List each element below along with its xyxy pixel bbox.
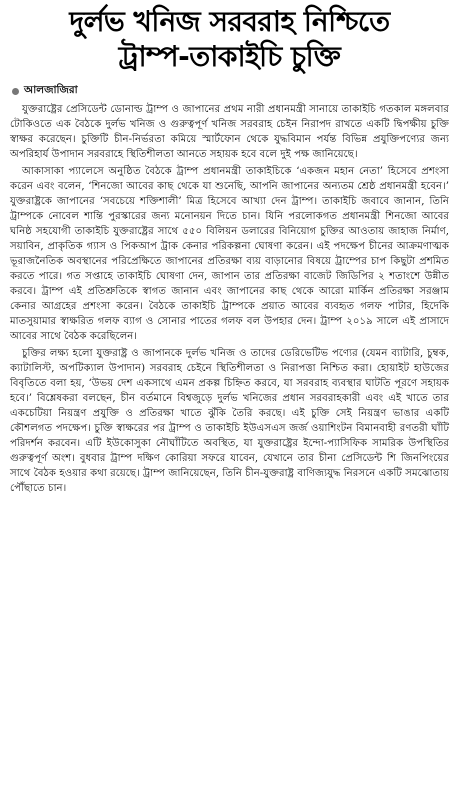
article-headline	[10, 6, 449, 73]
article-body	[10, 102, 449, 496]
paragraph-3: চুক্তির লক্ষ্য হলো যুক্তরাষ্ট্র ও জাপানকে দুর্লভ খনিজ ও তাদের ডেরিভেটিভ পণ্যের (যেমন ব্যাটারি, চুম্বক, ক্যাটালিস্ট, অপটিক্যাল উপাদান) সরবরাহ চেইনে স্থিতিশীলতা ও নিরাপত্তা নিশ্চিত করা। হোয়াইট হাউজের বিবৃতিতে বলা হয়, ‘উভয় দেশ একসাথে এমন প্রকল্প চিহ্নিত করবে, যা সরবরাহ ব্যবস্থার ঘাটতি পূরণে সহায়ক হবে।’ বিশ্লেষকরা বলছেন, চীন বর্তমানে বিশ্বজুড়ে দুর্লভ খনিজের প্রধান সরবরাহকারী এবং এই খাতে তার একচেটিয়া নিয়ন্ত্রণ প্রযুক্তি ও প্রতিরক্ষা খাতে ঝুঁকি তৈরি করছে। এই চুক্তি সেই নিয়ন্ত্রণ ভাঙার একটি কৌশলগত পদক্ষেপ। চুক্তি স্বাক্ষরের পর ট্রাম্প ও তাকাইচি ইউএসএস জর্জ ওয়াশিংটন বিমানবাহী রণতরী ঘাঁটি পরিদর্শন করবেন। এটি ইউকোসুকা নৌঘাঁটিতে অবস্থিত, যা যুক্তরাষ্ট্রের ইন্দো-প্যাসিফিক সামরিক উপস্থিতির গুরুত্বপূর্ণ অংশ। বুধবার ট্রাম্প দক্ষিণ কোরিয়া সফরে যাবেন, যেখানে তার চীনা প্রেসিডেন্ট শি জিনপিংয়ের সাথে বৈঠক হওয়ার কথা রয়েছে। ট্রাম্প জানিয়েছেন, তিনি চীন-যুক্তরাষ্ট্র বাণিজ্যযুদ্ধ নিরসনে একটি সমঝোতায় পৌঁছাতে চান।	[10, 347, 450, 494]
paragraph-2: আকাসাকা প্যালেসে অনুষ্ঠিত বৈঠকে ট্রাম্প প্রধানমন্ত্রী তাকাইচিকে ‘একজন মহান নেতা’ হিসেবে প্রশংসা করেন এবং বলেন, ‘শিনজো আবের কাছ থেকে যা শুনেছি, আপনি জাপানের অন্যতম শ্রেষ্ঠ প্রধানমন্ত্রী হবেন।’ যুক্তরাষ্ট্রকে জাপানের ‘সবচেয়ে শক্তিশালী’ মিত্র হিসেবে আখ্যা দেন ট্রাম্প। তাকাইচি জবাবে জানান, তিনি ট্রাম্পকে নোবেল শান্তি পুরস্কারের জন্য মনোনয়ন দিতে চান। যিনি পরলোকগত প্রধানমন্ত্রী শিনজো আবের ঘনিষ্ঠ সহযোগী তাকাইচি যুক্তরাষ্ট্রের সাথে ৫৫০ বিলিয়ন ডলারের বিনিয়োগ চুক্তির আওতায় জাহাজ নির্মাণ, সয়াবিন, প্রাকৃতিক গ্যাস ও পিকআপ ট্রাক কেনার পরিকল্পনা ঘোষণা করেন। এই পদক্ষেপ চীনের আক্রমণাত্মক ভূরাজনৈতিক অবস্থানের পরিপ্রেক্ষিতে জাপানের প্রতিরক্ষা ব্যয় বাড়ানোর বিষয়ে ট্রাম্পের চাপ কিছুটা প্রশমিত করতে পারে। গত সপ্তাহে তাকাইচি ঘোষণা দেন, জাপান তার প্রতিরক্ষা বাজেট জিডিপির ২ শতাংশে উন্নীত করবে। ট্রাম্প এই প্রতিশ্রুতিকে স্বাগত জানান এবং জাপানের কাছ থেকে আরো মার্কিন প্রতিরক্ষা সরঞ্জাম কেনার আগ্রহের প্রশংসা করেন। বৈঠকে তাকাইচি ট্রাম্পকে প্রয়াত আবের ব্যবহৃত গলফ পাটার, হিদেকি মাতসুয়ামার স্বাক্ষরিত গলফ ব্যাগ ও সোনার পাতের গলফ বল উপহার দেন। ট্রাম্প ২০১৯ সালে এই প্রাসাদে আবের সাথে বৈঠক করেছিলেন।	[10, 165, 449, 342]
bullet-dot-icon	[12, 88, 19, 95]
paragraph-1: যুক্তরাষ্ট্রের প্রেসিডেন্ট ডোনাল্ড ট্রাম্প ও জাপানের প্রথম নারী প্রধানমন্ত্রী সানায়ে তাকাইচি গতকাল মঙ্গলবার টোকিওতে এক বৈঠকে দুর্লভ খনিজ ও গুরুত্বপূর্ণ খনিজ সরবরাহ চেইন নিরাপদ রাখতে একটি দ্বিপক্ষীয় চুক্তি স্বাক্ষর করেছেন। চুক্তিটি চীন-নির্ভরতা কমিয়ে স্মার্টফোন থেকে যুদ্ধবিমান পর্যন্ত বিভিন্ন প্রযুক্তিপণ্যের জন্য অপরিহার্য উপাদান সরবরাহে স্থিতিশীলতা আনতে সহায়ক হবে বলে দুই পক্ষ জানিয়েছে।	[10, 103, 449, 160]
headline-line-1: দুর্লভ খনিজ সরবরাহ নিশ্চিতে	[69, 5, 390, 38]
headline-line-2: ট্রাম্প-তাকাইচি চুক্তি	[118, 40, 341, 74]
source-name: আলজাজিরা	[24, 83, 78, 96]
source-line	[12, 83, 449, 100]
